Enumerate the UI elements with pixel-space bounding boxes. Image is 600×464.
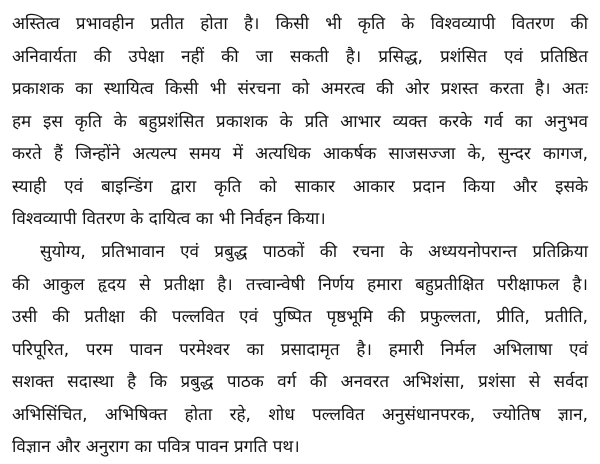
paragraph-reader-expectation xyxy=(12,236,588,464)
text-line: सुयोग्य, प्रतिभावान एवं प्रबुद्ध पाठकों की रचना के अध्ययनोपरान्त प्रतिक्रिया xyxy=(40,242,588,262)
text-line: अनिवार्यता की उपेक्षा नहीं की जा सकती है। प्रसिद्ध, प्रशंसित एवं प्रतिष्ठित xyxy=(12,46,588,67)
text-line: प्रकाशक का स्थायित्व किसी भी संरचना को अमरत्व की ओर प्रशस्त करता है। अतः xyxy=(12,79,588,99)
text-line: अभिसिंचित, अभिषिक्त होता रहे, शोध पल्लवित अनुसंधानपरक, ज्योतिष ज्ञान, xyxy=(12,404,588,425)
text-line: करते हैं जिन्होंने अत्यल्प समय में अत्यधिक आकर्षक साजसज्जा के, सुन्दर कागज, xyxy=(12,144,588,164)
text-line: विश्वव्यापी वितरण के दायित्व का भी निर्वहन किया। xyxy=(12,209,326,229)
paragraph-publisher-gratitude xyxy=(12,8,588,236)
text-line: सशक्त सदास्था है कि प्रबुद्ध पाठक वर्ग की अनवरत अभिशंसा, प्रशंसा से सर्वदा xyxy=(12,372,588,392)
text-line: अस्तित्व प्रभावहीन प्रतीत होता है। किसी भी कृति के विश्वव्यापी वितरण की xyxy=(12,14,588,34)
text-line: हम इस कृति के बहुप्रशंसित प्रकाशक के प्रति आभार व्यक्त करके गर्व का अनुभव xyxy=(12,111,588,132)
text-line: स्याही एवं बाइन्डिंग द्वारा कृति को साकार आकार प्रदान किया और इसके xyxy=(12,176,588,197)
text-line: की आकुल हृदय से प्रतीक्षा है। तत्त्वान्वेषी निर्णय हमारा बहुप्रतीक्षित परीक्षाफल है। xyxy=(12,274,588,295)
text-line: विज्ञान और अनुराग का पवित्र पावन प्रगति पथ। xyxy=(12,437,300,457)
text-line: उसी की प्रतीक्षा की पल्लवित एवं पुष्पित पृष्ठभूमि की प्रफुल्लता, प्रीति, प्रतीति, xyxy=(12,307,588,327)
text-line: परिपूरित, परम पावन परमेश्वर का प्रसादामृत है। हमारी निर्मल अभिलाषा एवं xyxy=(12,339,588,360)
